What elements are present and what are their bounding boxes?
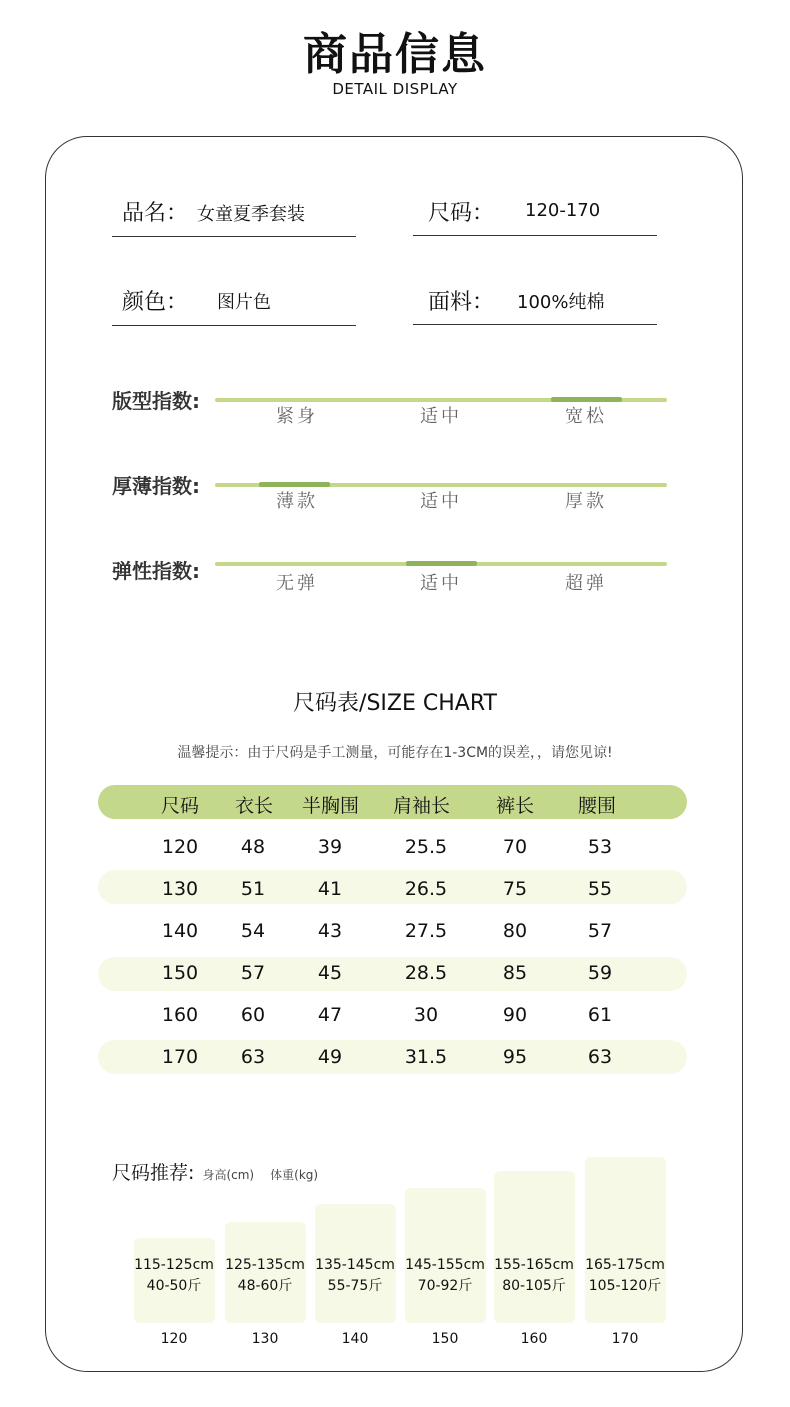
- thickness-index-label: 厚薄指数:: [112, 474, 200, 498]
- recommend-weight: 55-75斤: [327, 1278, 383, 1294]
- recommend-weight: 70-92斤: [417, 1278, 473, 1294]
- size-chart-notice: 温馨提示：由于尺码是手工测量，可能存在1-3CM的误差，，请您见谅!: [177, 745, 613, 761]
- page-subtitle: DETAIL DISPLAY: [332, 80, 458, 98]
- size-range-label: 尺码：: [428, 201, 495, 226]
- table-cell-size: 150: [161, 962, 199, 984]
- table-cell-pants: 75: [502, 878, 528, 900]
- recommend-height: 155-165cm: [494, 1257, 574, 1273]
- recommend-range: [215, 1255, 315, 1297]
- recommend-height: 135-145cm: [315, 1257, 395, 1273]
- header-size: 尺码: [161, 795, 200, 817]
- table-cell-sleeve: 26.5: [404, 878, 448, 900]
- size-range-value: 120-170: [525, 200, 601, 221]
- header-pants: 裤长: [496, 795, 535, 817]
- table-cell-length: 48: [240, 836, 266, 858]
- recommend-weight: 48-60斤: [237, 1278, 293, 1294]
- table-cell-waist: 61: [587, 1004, 613, 1026]
- table-cell-sleeve: 30: [413, 1004, 439, 1026]
- recommend-range: [305, 1255, 405, 1297]
- recommend-height: 115-125cm: [134, 1257, 214, 1273]
- table-cell-sleeve: 28.5: [404, 962, 448, 984]
- recommend-size-label: 140: [341, 1331, 369, 1347]
- table-cell-sleeve: 27.5: [404, 920, 448, 942]
- page-title: 商品信息: [303, 29, 487, 80]
- recommend-weight: 105-120斤: [588, 1278, 662, 1294]
- color-value: 图片色: [217, 292, 271, 313]
- recommend-title-text: 尺码推荐:: [112, 1162, 195, 1184]
- table-cell-chest: 39: [317, 836, 343, 858]
- table-cell-chest: 47: [317, 1004, 343, 1026]
- recommend-weight: 80-105斤: [502, 1278, 566, 1294]
- table-cell-pants: 95: [502, 1046, 528, 1068]
- table-cell-waist: 57: [587, 920, 613, 942]
- recommend-bar: [494, 1171, 575, 1323]
- header-waist: 腰围: [578, 795, 617, 817]
- table-cell-size: 140: [161, 920, 199, 942]
- table-cell-waist: 53: [587, 836, 613, 858]
- table-cell-length: 60: [240, 1004, 266, 1026]
- recommend-bar: [585, 1157, 666, 1323]
- recommend-weight: 40-50斤: [146, 1278, 202, 1294]
- table-cell-pants: 90: [502, 1004, 528, 1026]
- recommend-size-label: 130: [251, 1331, 279, 1347]
- recommend-height: 165-175cm: [585, 1257, 665, 1273]
- table-cell-waist: 63: [587, 1046, 613, 1068]
- table-cell-waist: 55: [587, 878, 613, 900]
- table-cell-size: 170: [161, 1046, 199, 1068]
- recommend-range: [395, 1255, 495, 1297]
- recommend-size-label: 160: [520, 1331, 548, 1347]
- recommend-range: [575, 1255, 675, 1297]
- header-chest: 半胸围: [302, 795, 360, 817]
- table-cell-pants: 70: [502, 836, 528, 858]
- color-label: 颜色：: [122, 290, 189, 315]
- product-name-value: 女童夏季套装: [197, 204, 305, 225]
- table-cell-pants: 85: [502, 962, 528, 984]
- table-cell-waist: 59: [587, 962, 613, 984]
- elasticity-option-high: 超弹: [565, 573, 607, 594]
- recommend-height: 145-155cm: [405, 1257, 485, 1273]
- elasticity-index-marker: [406, 561, 477, 566]
- fit-option-loose: 宽松: [565, 406, 607, 427]
- fabric-value: 100%纯棉: [517, 292, 605, 313]
- table-cell-size: 160: [161, 1004, 199, 1026]
- table-cell-length: 51: [240, 878, 266, 900]
- recommend-range: [484, 1255, 584, 1297]
- recommend-size-label: 170: [611, 1331, 639, 1347]
- table-cell-chest: 45: [317, 962, 343, 984]
- elasticity-option-none: 无弹: [276, 573, 318, 594]
- size-chart-title: 尺码表/SIZE CHART: [293, 691, 497, 716]
- thickness-option-regular: 适中: [420, 491, 462, 512]
- size-range-underline: [413, 235, 657, 236]
- product-name-underline: [112, 236, 356, 237]
- table-cell-size: 120: [161, 836, 199, 858]
- table-cell-sleeve: 25.5: [404, 836, 448, 858]
- recommend-range: [124, 1255, 224, 1297]
- recommend-size-label: 120: [160, 1331, 188, 1347]
- table-cell-pants: 80: [502, 920, 528, 942]
- thickness-option-thin: 薄款: [276, 491, 318, 512]
- recommend-size-label: 150: [431, 1331, 459, 1347]
- table-cell-length: 57: [240, 962, 266, 984]
- table-cell-length: 54: [240, 920, 266, 942]
- table-cell-length: 63: [240, 1046, 266, 1068]
- header-sleeve: 肩袖长: [393, 795, 451, 817]
- color-underline: [112, 325, 356, 326]
- elasticity-index-label: 弹性指数:: [112, 559, 200, 583]
- fabric-label: 面料：: [428, 290, 495, 315]
- table-cell-chest: 41: [317, 878, 343, 900]
- recommend-title: [112, 1158, 318, 1185]
- header-length: 衣长: [235, 795, 274, 817]
- fit-index-label: 版型指数:: [112, 389, 200, 413]
- table-cell-chest: 43: [317, 920, 343, 942]
- fit-option-tight: 紧身: [276, 406, 318, 427]
- table-cell-sleeve: 31.5: [404, 1046, 448, 1068]
- table-cell-size: 130: [161, 878, 199, 900]
- product-name-label: 品名：: [122, 201, 189, 226]
- weight-unit-label: 体重(kg): [270, 1168, 319, 1182]
- table-cell-chest: 49: [317, 1046, 343, 1068]
- fabric-underline: [413, 324, 657, 325]
- height-unit-label: 身高(cm): [202, 1168, 255, 1182]
- thickness-option-thick: 厚款: [565, 491, 607, 512]
- elasticity-option-regular: 适中: [420, 573, 462, 594]
- fit-option-regular: 适中: [420, 406, 462, 427]
- recommend-height: 125-135cm: [225, 1257, 305, 1273]
